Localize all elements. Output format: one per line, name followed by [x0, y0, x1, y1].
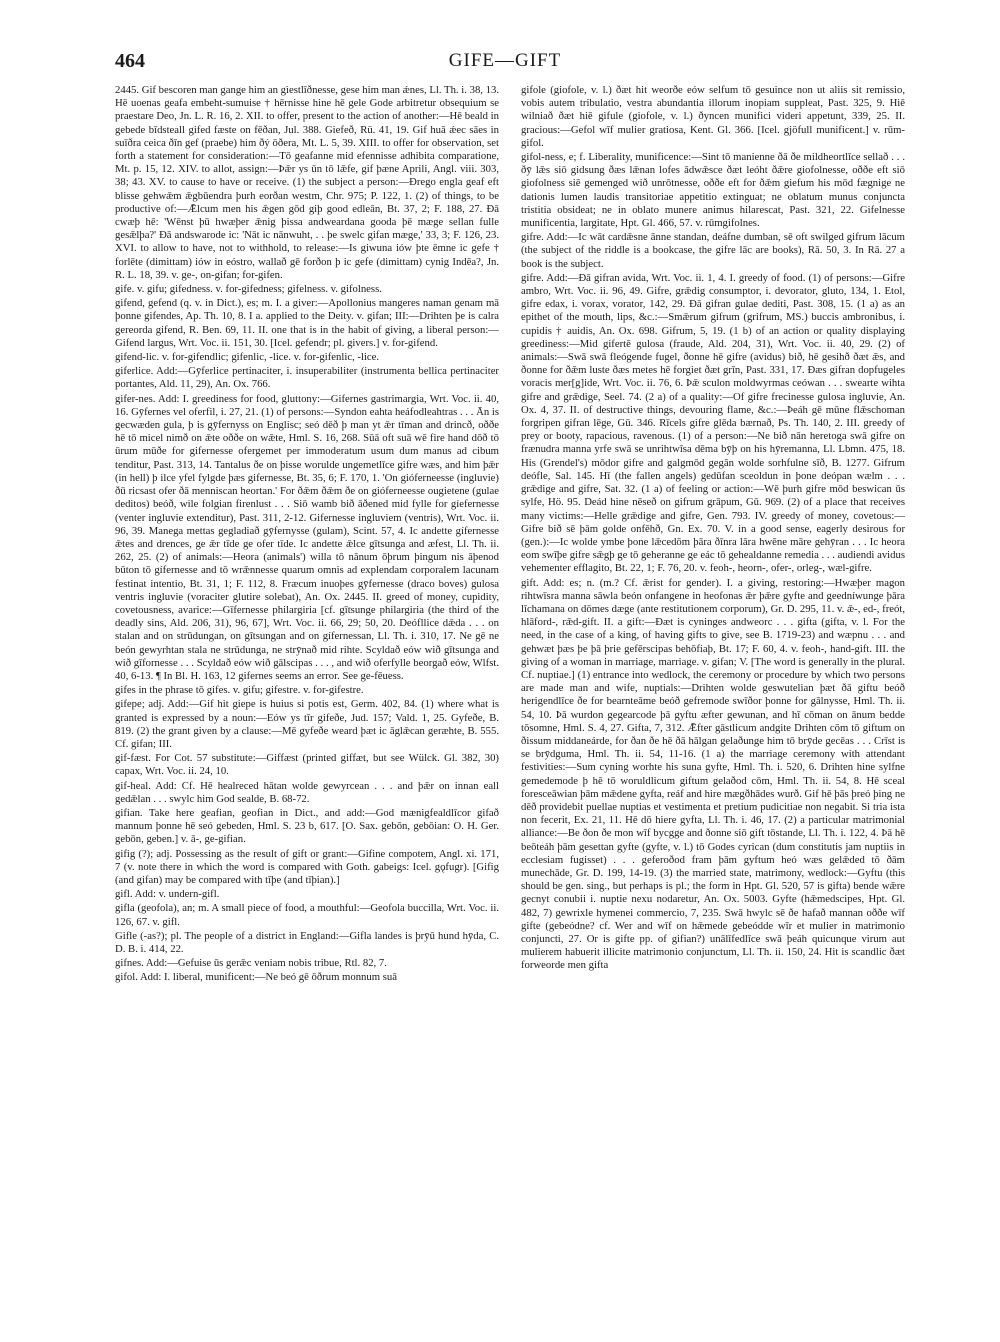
dictionary-entry: gifol-ness, e; f. Liberality, munificence:—Sint tō manienne ðā ðe mildheortlīce sellað . . . ðȳ lǣs siō gidsung ðæs lǣnan lofes ādwǣsce ðæt leóht ðǣre giofolnesse, oððe eft siō giofolness siē gemenged wið unrōtnesse, oððe eft for ðǣm giefum his mōd fægnige ne dationis lumen laudis transitoriae appetitio extinguat; ne oblatum munus conjuncta tristitia obsideat; ne in oblato munere animus hilarescat, Past. 321, 22. Gifelnesse munificentia, largitate, Hpt. Gl. 466, 57. v. rūmgifolnes.: [521, 151, 905, 230]
dictionary-entry: 2445. Gif bescoren man gange him an gìestlīðnesse, gese him man ǽnes, Ll. Th. i. 38, 13. Hē uoenas geafa embeht-sumuise † hērnisse hine hē gele Gode arbitretur obsequium se praestare Deo, Jn. L. R. 16, 2. XII. to offer, present to the action of another:—Hē beald in gebede bīdsteall gifed fæste on fēðan, Jul. 388. Giefeð, Rü. 41, 19. Gif huā ǽec sāes in suīðra ceica ðīn gef (praebe) him ðý ōðera, Mt. L. 5, 39. XIII. to offer for observation, set forth a statement for consideration:—Tō geafanne mid efennisse adhibita comparatione, Mt. p. 15, 12. XIV. to allot, assign:—Þǣr ys ūn tō lǣfe, gif þæne Aprili, Angl. viii. 303, 38; 43. XV. to cause to have or receive. (1) the subject a person:—Ðrego engla geaf eft blisse gehwǣm ǣgbūendra þurh eorðan westm, Chr. 975; P. 122, 1. (2) of things, to be productive of:—Ǣlcum men his ǣgen gōd giþ good edleān, Bt. 37, 2; F. 188, 27. Ðā cwæþ hē: 'Wēnst þū hwæþer ǣnig þissa andweardana gooda þē mæge sellan fulle gesǣlþa?' Ðā andswarode ic: 'Nāt ic nānwuht, . . þe swelc gifan mæge,' 33, 3; F. 126, 23. XVI. to allow to have, not to withhold, to release:—Is giwuna iów þte ēmne ic gefe † forlēte (dimittam) iów in eóstro, wallað gē forðon þ ic gefe (dimittam) cynig Indēa?, Jn. R. L. 18, 39. v. ge-, on-gifan; for-gifen.: [115, 84, 499, 281]
right-column: [521, 84, 905, 1264]
dictionary-entry: gifla (geofola), an; m. A small piece of food, a mouthful:—Geofola buccilla, Wrt. Voc. ii. 126, 67. v. gifl.: [115, 902, 499, 928]
running-head: GIFE—GIFT: [448, 50, 562, 71]
dictionary-entry: gifnes. Add:—Gefuise ūs gerǣc veniam nobis tribue, Rtl. 82, 7.: [115, 957, 387, 970]
page-number: 464: [115, 50, 145, 72]
dictionary-entry: gifre. Add:—Ic wāt cardǣsne ānne standan, deáfne dumban, sē oft swilged gifrum lācum (the subject of the riddle is a bookcase, the gifre lāc are books), Rā. 50, 3. In Rā. 27 a book is the subject.: [521, 231, 905, 270]
dictionary-entry: gif-heal. Add: Cf. Hē healreced hātan wolde gewyrcean . . . and þǣr on innan eall gedǣlan . . . swylc him God sealde, B. 68-72.: [115, 779, 499, 805]
dictionary-entry: gift. Add: es; n. (m.? Cf. ǣrist for gender). I. a giving, restoring:—Hwæþer magon rihtwīsra manna sāwla beón onfangene in heofonas ǣr þǣre gyfte and geedníwunge þāra līchamana on dōmes dæge (ante restitutionem corporum), Gr. D. 295, 11. v. ǣ-, ed-, freót, hlāford-, rǣd-gift. II. a gift:—Ðæt is cyninges andweorc . . . gifta (gifta, v. l. For the need, in the case of a king, of having gifts to give, see B. 1719-23) and wæpnu . . . and gehwæt þæs þe þā þrie gefērscipas behōfiaþ, Bt. 17; F. 60, 4. v. feoh-, hand-gift. III. the giving of a woman in marriage, marriage. v. gifan; V. [The word is generally in the plural. Cf. nuptiae.] (1) entrance into wedlock, the ceremony or procedure by which two persons are made man and wife, nuptials:—Drihten wolde geswutelian þæt ðā giftu beóð herigendlīce ðe for bearnteāme beóð gefremode swīðor þonne for gālnysse, Hml. Th. ii. 54, 10. Þā wurdon gegearcode þā gyftu æfter gewunan, and hī cōman on ānum bedde tōsomne, Hml. S. 4, 27. Gifta, 7, 312. Ǣfter gāstlicum andgite Drihten cōm tō giftum on ðissum middaneárde, for ðan ðe hē ðā hālgan gelaðunge him tō brȳde gecēas . . . Crīst is se brȳdguma, Hml. Th. ii. 54, 11-16. (1 a) the marriage ceremony with attendant festivities:—Sum cyning worhte his suna gyfte, Hml. Th. i. 520, 6. Drihten hine sylfne gemedemode þ hē tō woruldlicum giftum gelaðod cōm, Hml. Th. ii. 54, 8. Hē sceal foresceāwian þām mǣdene gyfta, reáf and hire mægðhādes wurð. Gif hē þās þreó þing ne dēð providebit puellae nuptias et vestimenta et pretium pudicitiae non negabit. Si tria ista non fecerit, Ex. 21, 11. Hē dō hiere gyfta, Ll. Th. i. 46, 17. (2) a particular matrimonial alliance:—Be ðon ðe mon wīf bycgge and ðonne siō gift tōstande, Ll. Th. i. 122, 4. Þā hē beōteáh þām gesettan gyfte (gyfte, v. l.) tō Godes cyrican (dum constitutis jam nuptiis in ecclesiam fugisset) . . . geferoðod fram þām gyftum heó wæs gelǣded tō ðām munechāde, Gr. D. 199, 14-19. (3) the married state, matrimony, wedlock:—Gyftu (this should be gen. sing., but perhaps is pl.; the form in Hpt. Gl. 520, 57 is gifta) bende wǣre gecnyt conubii i. nuptie nexu nodaretur, An. Ox. 5003. Gyfte (hǣmedscipes, Hpt. Gl. 482, 7) gewrixle hymenei commercio, 7, 235. Swā hwylc sē ðe hafað mannan oððe wīf gifte (gebeódne? cf. Wer and wīf on hǣmede gebeódde wīr et mulier in matrimonio conjuncti, 27. Or is gifte pp. of gifian?) unālīfedlīce swā þeáh quicunque virum aut mulierem habuerit illicite matrimonio conjunctum, Ll. Th. ii. 150, 24. Hit is scandlic ðæt forweorde men gifta: [521, 576, 905, 972]
dictionary-entry: gifend-lic. v. for-gifendlic; gifenlic, -lice. v. for-gifenlic, -lice.: [115, 351, 380, 364]
dictionary-entry: gifre. Add:—Ðā gifran avida, Wrt. Voc. ii. 1, 4. I. greedy of food. (1) of persons:—Gifre ambro, Wrt. Voc. ii. 96, 49. Gifre, grǣdig consumptor, i. devorator, gluto, 134, 1. Etol, gifre edax, i. vorax, vorator, 142, 29. Ðā gifran gulae dediti, Past. 308, 15. (1 a) as an epithet of the mouth, lips, &c.:—Smǣrum gifrum (grifrum, MS.) buccis ambronibus, i. cupidis † auidis, An. Ox. 698. Gifrum, 5, 19. (1 b) of an action or quality displaying greediness:—Mid gifertē gulosa (fraude, Ald. 204, 31), Wrt. Voc. ii. 40, 29. (2) of animals:—Swā swā fleógende fugel, ðonne hē gifre (avidus) bið, hē gesihð ðæt ǣs, and ðonne for ðǣm luste ðæs metes hē forgiet ðæt grīn, Past. 331, 17. Ðæs gifran dopfugeles voracis mer[g]ide, Wrt. Voc. ii. 76, 6. Þǣ sculon moldwyrmas ceówan . . . swearte wihta gifre and grǣdige, Seel. 74. (2 a) of a quality:—Of gifre frecinesse gulosa ingluvie, An. Ox. 4, 37. II. of destructive things, devouring flame, &c.:—Þeáh gē mūne flǣschoman forgripen gifran lēge, Gū. 346. Rīcels gifre glēda bærnað, Ps. Th. 140, 2. III. greedy of prey or booty, rapacious, ravenous. (1) of a person:—Ne bið nān heretoga swā gifre on frænudra manna yrfe swā se unrihtwīsa dēma bȳþ on his hȳremanna, Ll. Lbmn. 475, 18. His (Grendel's) mōdor gifre and galgmōd gegān wolde sorhfulne sīð, B. 1277. Gifrum deófle, Sal. 145. Hī (the fallen angels) gedūfan sceoldun in þone deópan wælm . . . grǣdige and gifre, Sat. 32. (1 a) of feeling or action:—Wē þurh gifre mōd beswican ūs sylfe, Hö. 95. Deád hine nēseð on gifrum grāpum, Gū. 969. (2) of a place that receives many victims:—Helle grǣdige and gifre, Gen. 793. IV. greedy of money, covetous:—Gifre bið sē þām golde onfēhð, Gn. Ex. 70. V. in a good sense, eagerly desirous for (gen.):—Ic wolde ymbe þone lǣcedōm þāra ðīnra lāra hwēne māre gehȳran . . . Ic heora eom swīþe gifre sǣgþ ge tō geheranne ge eác tō gehealdanne remedia . . . audiendi avidus vehementer efflagito, Bt. 22, 1; F. 76, 20. v. feoh-, heorn-, ofer-, orleg-, wæl-gifre.: [521, 271, 905, 575]
dictionary-page: [95, 44, 915, 1274]
page-header: [95, 44, 915, 74]
dictionary-entry: gifol. Add: I. liberal, munificent:—Ne beó gē ōðrum monnum suā: [115, 971, 397, 984]
dictionary-entry: gifig (?); adj. Possessing as the result of gift or grant:—Gifine compotem, Angl. xi. 171, 7 (v. note there in which the word is compared with Goth. gabeigs: Icel. gǫfugr). [Gifig (and gifan) may be compared with tīþe (and tīþian).]: [115, 847, 499, 886]
dictionary-entry: gife. v. gifu; gifedness. v. for-gifedness; gifelness. v. gifolness.: [115, 283, 382, 296]
dictionary-entry: Gifle (-as?); pl. The people of a district in England:—Gifla landes is þrȳū hund hȳda, C. D. B. i. 414, 22.: [115, 929, 499, 955]
two-column-body: [115, 84, 905, 1264]
dictionary-entry: gifl. Add: v. undern-gifl.: [115, 888, 220, 901]
left-column: [115, 84, 499, 1264]
dictionary-entry: gifend, gefend (q. v. in Dict.), es; m. I. a giver:—Apollonius mangeres naman genam mā þonne gifendes, Ap. Th. 10, 8. I a. applied to the Deity. v. gifan; III:—Drihten þe is calra gereorda gifend, R. Ben. 69, 11. II. one that is in the habit of giving, a liberal person:—Gifend largus, Wrt. Voc. ii. 151, 30. [Icel. gefendr; pl. givers.] v. for-gifend.: [115, 297, 499, 349]
dictionary-entry: giferlice. Add:—Gȳferlice pertinaciter, i. insuperabiliter (instrumenta bellica pertinaciter portantes, Ald. 11, 29), An. Ox. 766.: [115, 365, 499, 391]
dictionary-entry: gifepe; adj. Add:—Gif hit giepe is huius si potis est, Germ. 402, 84. (1) where what is granted is expressed by a noun:—Eów ys tīr gifeðe, Jud. 157; Vald. 1, 25. Gyfeðe, B. 819. (2) the grant given by a clause:—Mē gyfeðe weard þæt ic āglǣcan geræhte, B. 555. Cf. gifan; III.: [115, 698, 499, 750]
dictionary-entry: gifer-nes. Add: I. greediness for food, gluttony:—Gifernes gastrimargia, Wrt. Voc. ii. 40, 16. Gȳfernes vel oferfil, i. 27, 21. (1) of persons:—Syndon eahta heáfodleahtras . . . Ān is gecwæden gula, þ is gȳfernyss on Englisc; seó dēð þ man yt ǣr tīman and drincð, oððe hē tō micel nimð on ǣte oððe on wǣte, Hml. S. 16, 268. Sūā oft suā wē fire hand dōð tō ūrum mūðe for gifernesse ofergemet per immoderatum usum dum manus ad cibum tenditur, Past. 313, 14. Tantalus ðe on þisse worulde ungemetlīce gifre wæs, and him þǣr (in hell) þ ilce yfel fylgde þæs gifernesse, Bt. 35, 6; F. 170, 1. 'On gióferneesse (ingluvie) ðū ricsast ofer ðā menniscan heortan.' For ðǣm ðǣm ðe on gióferneesse ougietene (gulae deditos) beóð, wile folgian firenlust . . . Siō wamb bið āðened mid fylle for gíefernesse (venter ingluvie extenditur), Past. 311, 2-12. Gifernesse ingluviem (ventris), Wrt. Voc. ii. 96, 39. Manega mettas gegladiað gȳfernysse (gulam), Scint. 57, 4. Ic andette gífernesse ǣtes and drences, ge ǣr tīde ge ofer tīde. Ic andette ǣlce gītsunga and æfest, Ll. Th. ii. 262, 25. (2) of animals:—Heora (animals') willa tō nānum ōþrum þingum nis āþenod būton tō gífernesse and tō wrǣnnesse quarum omnis ad explendam corporalem lacunam festinat intentio, Bt. 31, 1; F. 112, 8. Fræcum inuoþes gȳfernesse (draco boves) gulosa ventris ingluvie (voraciter glutire solebat), An. Ox. 2445. II. greed of money, cupidity, covetousness, avarice:—Gīfernesse philargiria [cf. gītsunge philargiria (the third of the deadly sins, Ald. 206, 31), 96, 67], Wrt. Voc. ii. 66, 29; 50, 20. Deófllice dǣda . . . on stalan and on strūdungan, on gītsungan and on gífernessan, Ll. Th. i. 310, 17. Ne gē ne beón gewyrhtan stala ne strūdunga, ne strȳnað mid rihte. Scyldað eów wið gītsunga and wið gīfornesse . . . Scyldað eów wið gālscipas . . . , and wið oferfylle beorgað eów, Wlfst. 40, 6-13. ¶ In Bl. H. 163, 12 gifernes seems an error. See ge-fēuess.: [115, 392, 499, 682]
dictionary-entry: gifes in the phrase tō gifes. v. gifu; gifestre. v. for-gifestre.: [115, 684, 364, 697]
dictionary-entry: gif-fæst. For Cot. 57 substitute:—Giffæst (printed giffæt, but see Wülck. Gl. 382, 30) capax, Wrt. Voc. ii. 24, 10.: [115, 752, 499, 778]
dictionary-entry: gifian. Take here geafian, geofian in Dict., and add:—God mænigfealdlīcor gifað mannum þonne hē seó gebeden, Hml. S. 23 b, 617. [O. Sax. gebōn, gebōian: O. H. Ger. gebōn, geben.] v. ā-, ge-gifian.: [115, 806, 499, 846]
dictionary-entry: gifole (giofole, v. l.) ðæt hit weorðe eów selfum tō gesuince non ut aliis sit remissio, vobis autem tribulatio, vestra abundantia illorum inopiam suppleat, Past. 325, 9. Hiē wilniað ðæt hiē gifule (giofole, v. l.) ðyncen munifici videri appetunt, 339, 25. II. gracious:—Gefol wīf mulier gratiosa, Kent. Gl. 366. [Icel. gjöfull munificent.] v. rūm-gifol.: [521, 84, 905, 149]
